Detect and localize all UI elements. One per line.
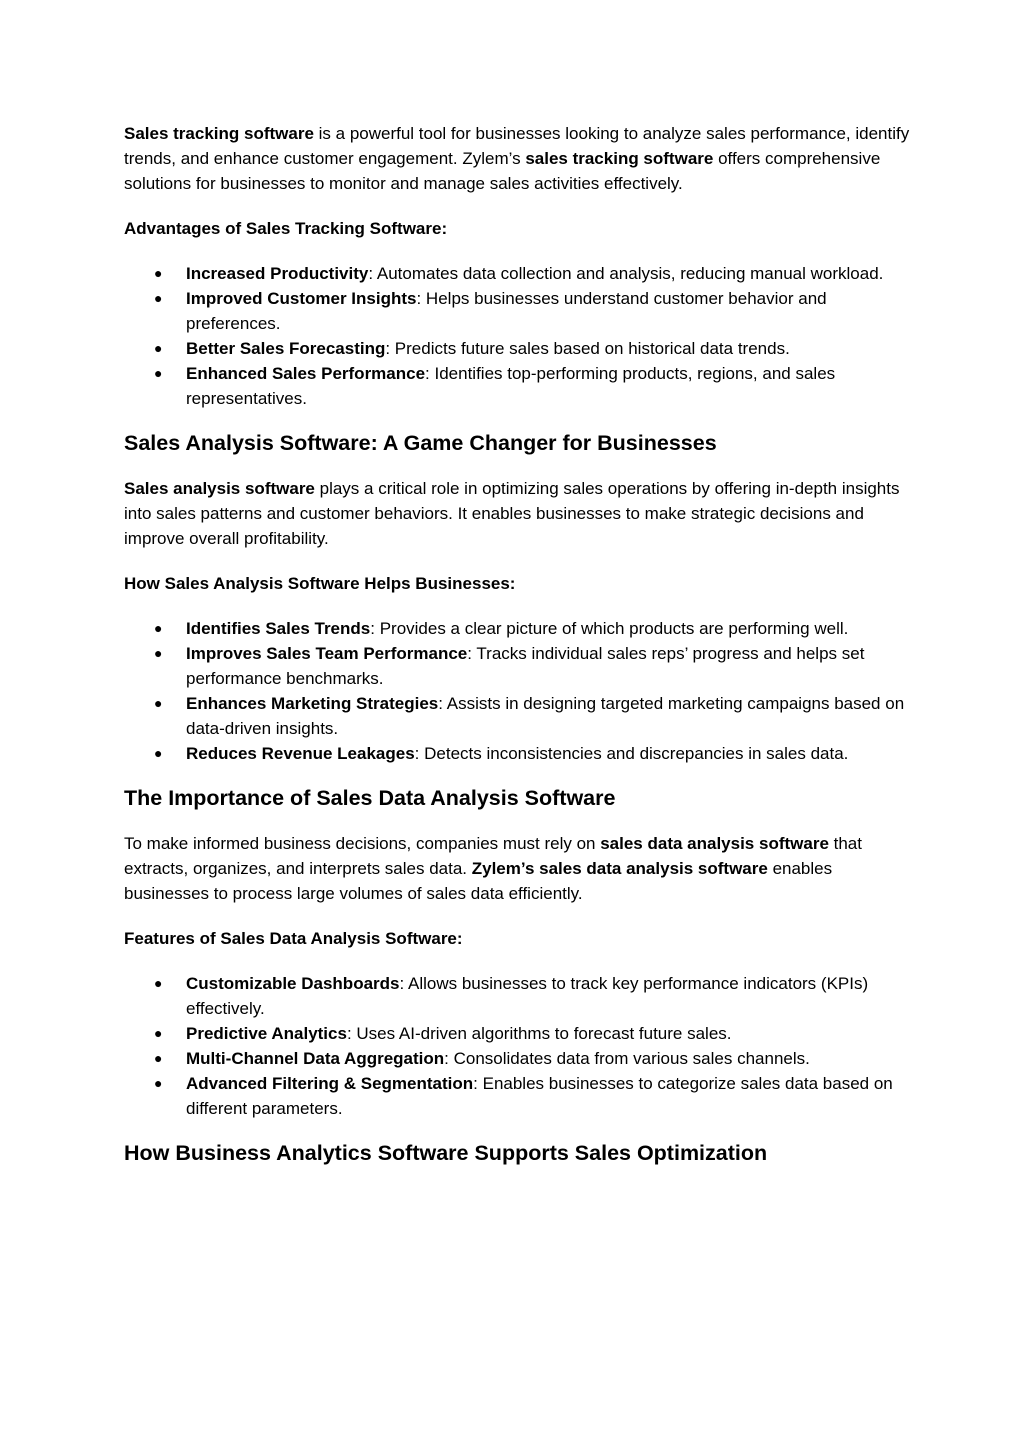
intro-text-2: offers comprehensive solutions for businesses to monitor and manage sales activities effectively. — [124, 149, 881, 193]
bullet-icon: ● — [154, 620, 163, 636]
bullet-icon: ● — [154, 340, 163, 356]
list-item-text: : Assists in designing targeted marketing campaigns based on data-driven insights. — [186, 694, 905, 738]
list-item-text: : Enables businesses to categorize sales data based on different parameters. — [186, 1074, 893, 1118]
list-item-bold: Multi-Channel Data Aggregation — [186, 1049, 445, 1068]
intro-paragraph — [124, 121, 914, 196]
intro-bold-2: sales tracking software — [525, 149, 714, 168]
list-item — [124, 261, 914, 286]
section-heading-data-analysis: The Importance of Sales Data Analysis Software — [124, 786, 616, 810]
list-item-bold: Customizable Dashboards — [186, 974, 400, 993]
list-item-text: : Provides a clear picture of which products are performing well. — [370, 619, 849, 638]
data-analysis-paragraph — [124, 831, 914, 906]
list-item — [124, 741, 914, 766]
section-heading-business-analytics: How Business Analytics Software Supports Sales Optimization — [124, 1141, 768, 1165]
sales-analysis-bold: Sales analysis software — [124, 479, 315, 498]
bullet-icon: ● — [154, 365, 163, 381]
list-item-bold: Increased Productivity — [186, 264, 369, 283]
list-item-bold: Identifies Sales Trends — [186, 619, 371, 638]
bullet-icon: ● — [154, 645, 163, 661]
list-item-bold: Enhanced Sales Performance — [186, 364, 426, 383]
data-analysis-bold-2: Zylem’s sales data analysis software — [471, 859, 768, 878]
bullet-icon: ● — [154, 695, 163, 711]
list-item — [124, 336, 914, 361]
sales-analysis-text: plays a critical role in optimizing sales operations by offering in-depth insights into sales patterns and customer behaviors. It enables businesses to make strategic decisions and improve overall profitability. — [124, 479, 900, 548]
bullet-icon: ● — [154, 1075, 163, 1091]
list-item-bold: Improved Customer Insights — [186, 289, 417, 308]
list-item-bold: Predictive Analytics — [186, 1024, 347, 1043]
list-item — [124, 1021, 914, 1046]
list-item-bold: Improves Sales Team Performance — [186, 644, 468, 663]
list-item — [124, 1071, 914, 1121]
intro-bold-1: Sales tracking software — [124, 124, 314, 143]
list-item-bold: Better Sales Forecasting — [186, 339, 386, 358]
intro-text-1: is a powerful tool for businesses looking to analyze sales performance, identify trends, and enhance customer engagement. Zylem’s — [124, 124, 910, 168]
list-item-bold: Reduces Revenue Leakages — [186, 744, 415, 763]
features-list — [124, 971, 914, 1121]
list-item — [124, 641, 914, 691]
list-item-text: : Predicts future sales based on historical data trends. — [385, 339, 790, 358]
data-analysis-text-3: enables businesses to process large volumes of sales data efficiently. — [124, 859, 833, 903]
list-item — [124, 691, 914, 741]
list-item-text: : Helps businesses understand customer behavior and preferences. — [186, 289, 827, 333]
bullet-icon: ● — [154, 290, 163, 306]
bullet-icon: ● — [154, 1050, 163, 1066]
bullet-icon: ● — [154, 265, 163, 281]
advantages-list — [124, 261, 914, 411]
list-item-bold: Advanced Filtering & Segmentation — [186, 1074, 474, 1093]
helps-list — [124, 616, 914, 766]
data-analysis-text-1: To make informed business decisions, companies must rely on — [124, 834, 601, 853]
list-item — [124, 286, 914, 336]
list-item-text: : Allows businesses to track key performance indicators (KPIs) effectively. — [186, 974, 869, 1018]
list-item — [124, 361, 914, 411]
bullet-icon: ● — [154, 975, 163, 991]
list-item-text: : Automates data collection and analysis, reducing manual workload. — [368, 264, 884, 283]
list-item-text: : Detects inconsistencies and discrepancies in sales data. — [414, 744, 849, 763]
list-item-text: : Identifies top-performing products, regions, and sales representatives. — [186, 364, 836, 408]
sales-analysis-paragraph — [124, 476, 914, 551]
list-item — [124, 1046, 914, 1071]
list-item-text: : Tracks individual sales reps’ progress and helps set performance benchmarks. — [186, 644, 865, 688]
list-item-text: : Uses AI-driven algorithms to forecast future sales. — [346, 1024, 732, 1043]
document-page — [124, 121, 914, 1186]
list-item-text: : Consolidates data from various sales channels. — [444, 1049, 810, 1068]
features-subheading: Features of Sales Data Analysis Software: — [124, 929, 463, 948]
list-item — [124, 971, 914, 1021]
list-item — [124, 616, 914, 641]
bullet-icon: ● — [154, 1025, 163, 1041]
bullet-icon: ● — [154, 745, 163, 761]
data-analysis-text-2: that extracts, organizes, and interprets sales data. — [124, 834, 862, 878]
list-item-bold: Enhances Marketing Strategies — [186, 694, 439, 713]
data-analysis-bold-1: sales data analysis software — [600, 834, 829, 853]
section-heading-sales-analysis: Sales Analysis Software: A Game Changer for Businesses — [124, 431, 717, 455]
advantages-subheading: Advantages of Sales Tracking Software: — [124, 219, 448, 238]
helps-subheading: How Sales Analysis Software Helps Businesses: — [124, 574, 516, 593]
